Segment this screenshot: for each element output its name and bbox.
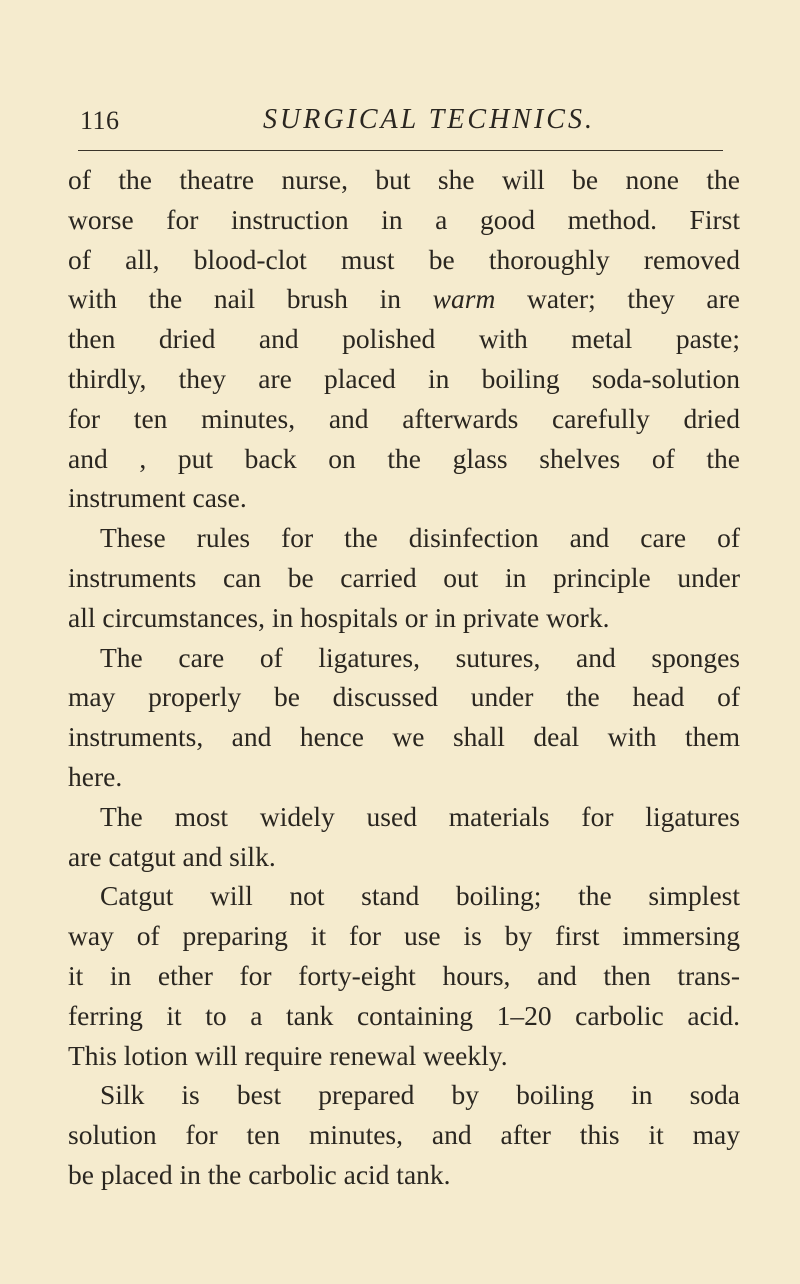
text-line: it in ether for forty-eight hours, and then trans- [68, 959, 740, 991]
paragraph [68, 797, 740, 877]
paragraph [68, 1075, 740, 1194]
running-head: SURGICAL TECHNICS. [263, 104, 595, 135]
paragraph [68, 876, 740, 1075]
emphasis-text: warm [432, 283, 496, 315]
page-number: 116 [80, 106, 120, 135]
body-text [68, 160, 740, 1195]
text-line: thirdly, they are placed in boiling soda-solution [68, 362, 740, 394]
text-line: Catgut will not stand boiling; the simplest [100, 880, 740, 912]
text-line: worse for instruction in a good method. First [68, 203, 740, 235]
text-line [68, 279, 740, 319]
text-line: instruments, and hence we shall deal with them [68, 721, 740, 753]
text-line: The most widely used materials for ligatures [100, 800, 740, 832]
header-rule [78, 150, 723, 151]
text-line: may properly be discussed under the head of [68, 681, 740, 713]
text-line: solution for ten minutes, and after this it may [68, 1119, 740, 1151]
paragraph [68, 518, 740, 637]
text-line: then dried and polished with metal paste; [68, 323, 740, 355]
text-span: with the nail brush in [68, 283, 433, 315]
text-line: way of preparing it for use is by first immersing [68, 920, 740, 952]
paragraph [68, 160, 740, 518]
text-line: The care of ligatures, sutures, and sponges [100, 641, 740, 673]
text-line: here. [68, 760, 123, 792]
paragraph [68, 638, 740, 797]
page-header [0, 92, 800, 140]
text-line: of all, blood-clot must be thoroughly removed [68, 243, 740, 275]
text-line: of the theatre nurse, but she will be none the [68, 164, 740, 195]
text-line: These rules for the disinfection and care of [100, 522, 740, 554]
text-span: water; they are [495, 283, 740, 315]
text-line: be placed in the carbolic acid tank. [68, 1158, 451, 1190]
text-line: and , put back on the glass shelves of the [68, 442, 740, 474]
text-line: Silk is best prepared by boiling in soda [100, 1079, 740, 1111]
text-line: ferring it to a tank containing 1–20 carbolic acid. [68, 999, 740, 1031]
text-line: are catgut and silk. [68, 840, 276, 872]
text-line: instrument case. [68, 482, 247, 514]
text-line: instruments can be carried out in principle under [68, 561, 740, 593]
text-line: This lotion will require renewal weekly. [68, 1039, 508, 1071]
text-line: all circumstances, in hospitals or in private work. [68, 601, 610, 633]
text-line: for ten minutes, and afterwards carefully dried [68, 402, 740, 434]
